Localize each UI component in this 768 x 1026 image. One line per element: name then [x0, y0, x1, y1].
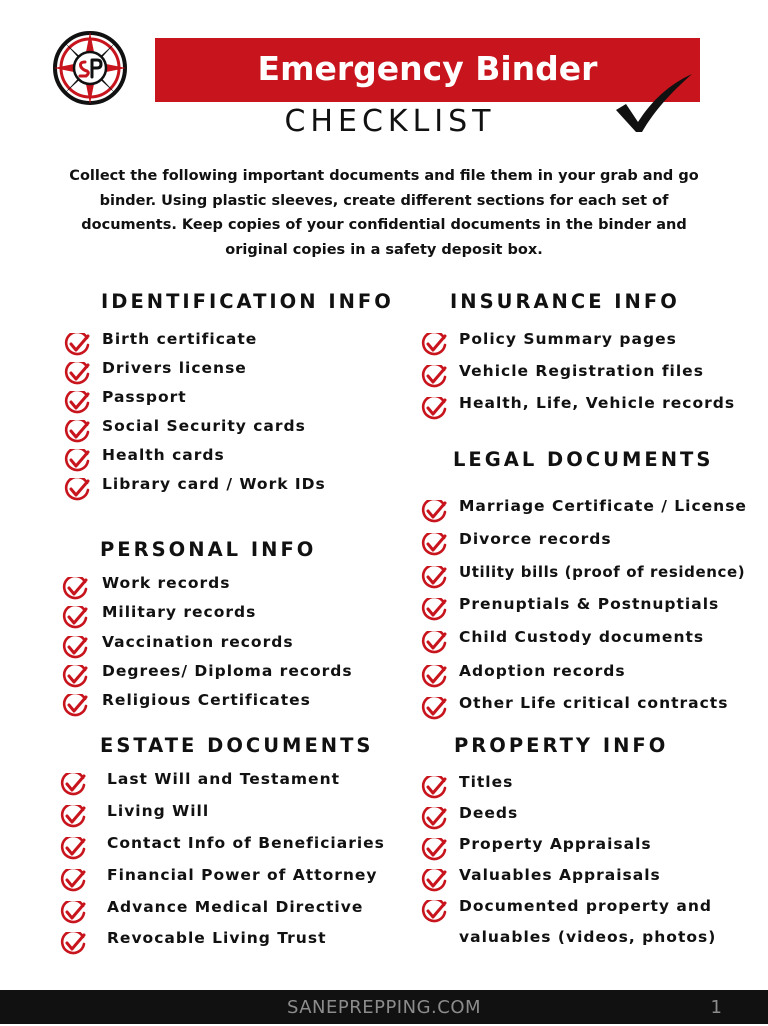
check-icon — [421, 631, 447, 655]
checklist-item — [60, 864, 410, 892]
item-label: Religious Certificates — [102, 691, 311, 709]
check-icon — [60, 869, 86, 893]
checklist-item — [421, 692, 761, 720]
page-subtitle: CHECKLIST — [284, 104, 496, 139]
checklist-item — [421, 626, 761, 654]
check-icon — [421, 500, 447, 524]
checklist-item — [421, 561, 761, 589]
check-icon — [62, 577, 88, 601]
item-label: Drivers license — [102, 359, 247, 377]
checklist-item — [64, 444, 404, 472]
check-icon — [421, 697, 447, 721]
item-label: Child Custody documents — [459, 628, 705, 646]
check-icon — [421, 397, 447, 421]
checklist-item — [421, 328, 761, 356]
check-icon — [60, 901, 86, 925]
heading-insurance: INSURANCE INFO — [450, 290, 680, 313]
check-icon — [64, 362, 90, 386]
checklist-item — [62, 689, 402, 717]
check-icon — [421, 566, 447, 590]
check-icon — [60, 805, 86, 829]
item-label: Vaccination records — [102, 633, 294, 651]
check-icon — [62, 606, 88, 630]
item-label: valuables (videos, photos) — [459, 928, 717, 946]
checkmark-icon — [612, 72, 696, 134]
item-label: Library card / Work IDs — [102, 475, 326, 493]
item-label: Documented property and — [459, 897, 712, 915]
checklist-item — [60, 768, 410, 796]
item-label: Deeds — [459, 804, 519, 822]
checklist-item — [421, 660, 761, 688]
check-icon — [421, 665, 447, 689]
heading-personal: PERSONAL INFO — [100, 538, 317, 561]
check-icon — [62, 665, 88, 689]
check-icon — [62, 694, 88, 718]
checklist-item — [60, 832, 410, 860]
checklist-item — [421, 528, 761, 556]
check-icon — [421, 533, 447, 557]
item-label: Advance Medical Directive — [107, 898, 364, 916]
intro-paragraph: Collect the following important documents and file them in your grab and go binder. Using plastic sleeves, create different sections for each set of documents. Keep copies of your confidential documents in the binder and original copies in a safety deposit box. — [69, 168, 699, 258]
item-label: Divorce records — [459, 530, 612, 548]
checklist-item-continued — [421, 926, 761, 954]
check-icon — [421, 776, 447, 800]
item-label: Utility bills (proof of residence) — [459, 563, 746, 581]
checklist-item — [421, 593, 761, 621]
check-icon — [64, 391, 90, 415]
item-label: Vehicle Registration files — [459, 362, 704, 380]
item-label: Financial Power of Attorney — [107, 866, 378, 884]
item-label: Health cards — [102, 446, 225, 464]
item-label: Living Will — [107, 802, 210, 820]
checklist-item — [60, 800, 410, 828]
checklist-item — [62, 601, 402, 629]
footer-bar — [0, 990, 768, 1024]
checklist-item — [62, 660, 402, 688]
item-label: Policy Summary pages — [459, 330, 677, 348]
page-title: Emergency Binder — [257, 48, 598, 88]
page-number: 1 — [710, 997, 722, 1018]
heading-identification: IDENTIFICATION INFO — [101, 290, 394, 313]
check-icon — [64, 420, 90, 444]
checklist-item — [62, 631, 402, 659]
checklist-item — [62, 572, 402, 600]
check-icon — [64, 449, 90, 473]
heading-legal: LEGAL DOCUMENTS — [453, 448, 714, 471]
checklist-item — [421, 392, 761, 420]
item-label: Revocable Living Trust — [107, 929, 327, 947]
item-label: Property Appraisals — [459, 835, 652, 853]
check-icon — [421, 807, 447, 831]
item-label: Titles — [459, 773, 514, 791]
item-label: Marriage Certificate / License — [459, 497, 747, 515]
checklist-item — [64, 328, 404, 356]
check-icon — [421, 838, 447, 862]
checklist-item — [421, 771, 761, 799]
item-label: Social Security cards — [102, 417, 306, 435]
checklist-item — [421, 360, 761, 388]
item-label: Work records — [102, 574, 231, 592]
item-label: Health, Life, Vehicle records — [459, 394, 736, 412]
check-icon — [421, 900, 447, 924]
checklist-item — [421, 802, 761, 830]
heading-property: PROPERTY INFO — [454, 734, 669, 757]
checklist-item — [421, 495, 761, 523]
checklist-item — [421, 833, 761, 861]
check-icon — [421, 869, 447, 893]
check-icon — [60, 932, 86, 956]
check-icon — [60, 837, 86, 861]
item-label: Military records — [102, 603, 257, 621]
checklist-item — [64, 473, 404, 501]
item-label: Birth certificate — [102, 330, 258, 348]
item-label: Last Will and Testament — [107, 770, 341, 788]
item-label: Valuables Appraisals — [459, 866, 661, 884]
checklist-item — [64, 386, 404, 414]
check-icon — [421, 598, 447, 622]
checklist-item — [60, 927, 410, 955]
item-label: Prenuptials & Postnuptials — [459, 595, 720, 613]
item-label: Other Life critical contracts — [459, 694, 729, 712]
item-label: Degrees/ Diploma records — [102, 662, 353, 680]
heading-estate: ESTATE DOCUMENTS — [100, 734, 374, 757]
check-icon — [62, 636, 88, 660]
checklist-item — [421, 895, 761, 923]
item-label: Adoption records — [459, 662, 626, 680]
item-label: Contact Info of Beneficiaries — [107, 834, 385, 852]
check-icon — [64, 478, 90, 502]
footer-site: SANEPREPPING.COM — [286, 997, 482, 1018]
check-icon — [60, 773, 86, 797]
checklist-item — [64, 415, 404, 443]
item-label: Passport — [102, 388, 187, 406]
check-icon — [64, 333, 90, 357]
checklist-item — [421, 864, 761, 892]
checklist-item — [60, 896, 410, 924]
check-icon — [421, 333, 447, 357]
check-icon — [421, 365, 447, 389]
compass-logo-icon — [52, 30, 128, 106]
checklist-item — [64, 357, 404, 385]
